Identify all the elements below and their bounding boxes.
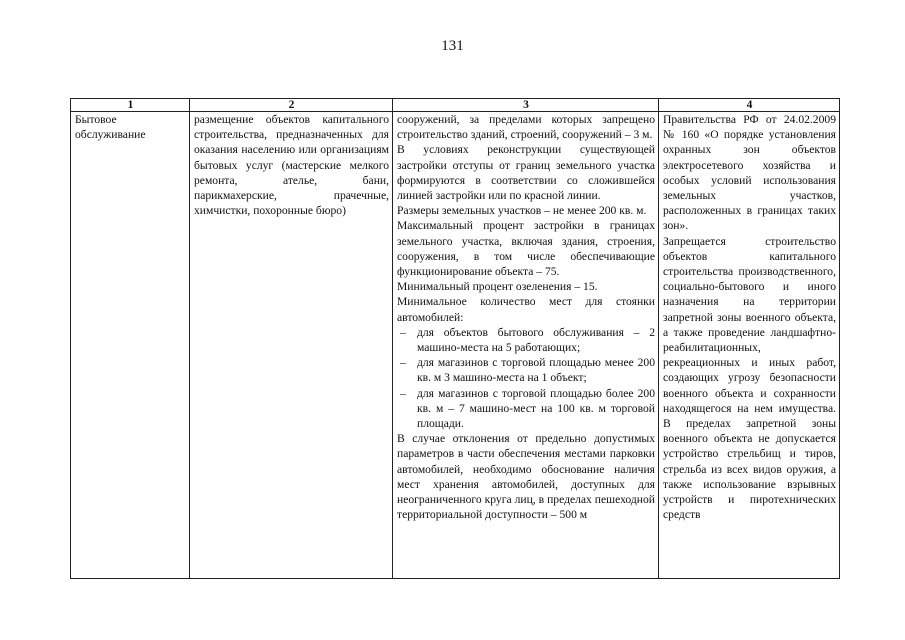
parameters-paragraph-3: Размеры земельных участков – не менее 200 кв. м. xyxy=(397,204,647,218)
column-header-2: 2 xyxy=(190,99,393,112)
parameters-paragraph-1: сооружений, за пределами которых запрещено строительство зданий, строений, сооружений – 3 м. xyxy=(397,113,655,142)
column-header-4: 4 xyxy=(659,99,840,112)
use-type-text: Бытовое обслуживание xyxy=(75,113,146,142)
table-header-row xyxy=(71,99,840,112)
restrictions-paragraph-1: Правительства РФ от 24.02.2009 № 160 «О порядке установления охранных зон объектов электросетевого хозяйства и особых условий использования земельных участков, расположенных в границах таких зон». xyxy=(663,113,836,233)
column-header-1: 1 xyxy=(71,99,190,112)
regulations-table xyxy=(70,98,840,579)
cell-use-description xyxy=(190,112,393,579)
cell-restrictions xyxy=(659,112,840,579)
list-item: – для магазинов с торговой площадью менее 200 кв. м 3 машино-места на 1 объект; xyxy=(397,355,655,385)
table-row xyxy=(71,112,840,579)
list-item: – для объектов бытового обслуживания – 2 машино-места на 5 работающих; xyxy=(397,325,655,355)
restrictions-paragraph-2: Запрещается строительство объектов капитального строительства производственного, социально-бытового и иного назначения на территории запретной зоны военного объекта, а также проведение ландшафтно-реабилитационных, рекреационных и иных работ, создающих угрозу безопасности военного объекта и сохранности находящегося на нем имущества. В пределах запретной зоны военного объекта не допускается устройство стрельбищ и тиров, стрельба из всех видов оружия, а также использование взрывных устройств и пиротехнических средств xyxy=(663,234,836,522)
column-header-3: 3 xyxy=(393,99,659,112)
parking-requirements-list xyxy=(397,325,655,431)
page-number: 131 xyxy=(441,38,464,54)
cell-parameters xyxy=(393,112,659,579)
cell-use-type xyxy=(71,112,190,579)
parameters-paragraph-5: Минимальный процент озеленения – 15. xyxy=(397,280,598,294)
parameters-paragraph-4: Максимальный процент застройки в границах земельного участка, включая здания, строения, сооружения, в том числе обеспечивающие функционирование объекта – 75. xyxy=(397,219,655,279)
parameters-paragraph-7: В случае отклонения от предельно допустимых параметров в части обеспечения местами парковки автомобилей, необходимо обоснование наличия мест хранения автомобилей, доступных для неограниченного круга лиц, в пределах пешеходной территориальной доступности – 500 м xyxy=(397,432,655,522)
use-description-text: размещение объектов капитального строительства, предназначенных для оказания населению или организациям бытовых услуг (мастерские мелкого ремонта, ателье, бани, парикмахерские, прачечные, химчистки, похоронные бюро) xyxy=(194,113,389,218)
list-item: – для магазинов с торговой площадью более 200 кв. м – 7 машино-мест на 100 кв. м торговой площади. xyxy=(397,386,655,432)
parameters-paragraph-2: В условиях реконструкции существующей застройки отступы от границ земельного участка формируются в соответствии со сложившейся линией застройки или по красной линии. xyxy=(397,143,655,203)
parameters-paragraph-6: Минимальное количество мест для стоянки автомобилей: xyxy=(397,295,655,324)
